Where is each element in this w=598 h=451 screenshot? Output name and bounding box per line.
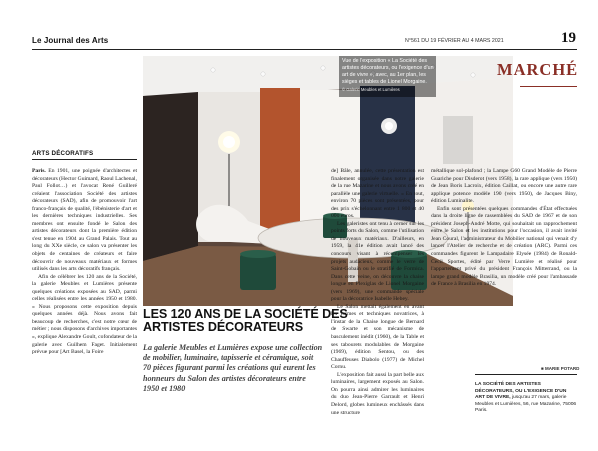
photo-credit: © Galerie Meubles et Lumières [342, 87, 400, 92]
article-headline: LES 120 ANS DE LA SOCIÉTÉ DES ARTISTES DÉCORATEURS [143, 307, 348, 335]
paragraph [431, 206, 577, 289]
caption-text: Vue de l'exposition « La Société des artistes décorateurs, ou l'exigence d'un art de vivre », avec, au 1er plan, les sièges et tables de Lionel Morgaine. [342, 58, 434, 85]
info-box-rule [475, 374, 577, 375]
author-signature: ■ MARIE POTARD [541, 366, 580, 371]
rubric-rule [32, 159, 137, 160]
paragraph-text: de] Bâle, annulée, cette présentation est finalement organisée dans notre galerie de la rue Mazarine et nous avons créé en parallèle une galerie virtuelle. » En tout, environ 70 pièces sont présentées, pour des prix s'échelonnant entre 1 800 et 40 000 euros. [331, 168, 424, 220]
info-box-details: jusqu'au 27 mars, galerie Meubles et Lumières, 56, rue Mazarine, 75006 Paris. [475, 395, 577, 414]
paragraph-text: métallique sol-plafond ; la Lampe G60 Grand Modèle de Pierre Guariche pour Disderot (vers 1958), la rare applique (vers 1950) de Jean Boris Lacroix, édition Caillat, ou encore une autre rare applique potence modèle 190 (vers 1950), de Jacques Biny, édition Luminalite. [431, 168, 577, 205]
paragraph-text: En 1901, une poignée d'architectes et décorateurs (Hector Guimard, Raoul Lachenal, Paul Follot…) et l'avocat René Guilleré créaient l'association Société des artistes décorateurs (SAD), afin de promouvoir l'art franco-français de qualité, l'ébénisterie d'art et les dernières techniques industrielles. Ses membres ont ensuite fondé le Salon des artistes décorateurs dont la première édition s'est tenue en 1904 au Grand Palais. Tout au long du XXe siècle, ce salon va présenter les objets de centaines de créateurs et faire découvrir de nouveaux matériaux et formes utilisés dans les arts décoratifs français. [32, 168, 137, 273]
paragraph-text: Les galeristes ont tenu à cerner sur les points forts du Salon, comme l'utilisation de nouveaux matériaux. D'ailleurs, en 1959, la 41e édition avait lancé des concours visant à récompenser les projets audacieux, comme le verre de Saint-Gobain ou le stratifié de Formica. Dans cette veine, on découvre la chaise longue en Plexiglas de Lionel Morgaine (vers 1969), une commande spéciale pour la décoratrice Isabelle Hebey. [331, 220, 424, 303]
rubric-label: ARTS DÉCORATIFS [32, 150, 94, 157]
header-rule [32, 49, 577, 50]
paragraph [331, 221, 424, 304]
paragraph [32, 168, 137, 274]
issue-date: N°561 DU 19 FÉVRIER AU 4 MARS 2021 [405, 38, 504, 44]
article-standfirst: La galerie Meubles et Lumières expose une collection de mobilier, luminaire, tapisserie et céramique, soit 70 pièces figurant parmi les créations qui eurent les honneurs du Salon des artistes décorateurs entre 1950 et 1980 [143, 343, 323, 393]
paragraph [32, 274, 137, 357]
paragraph [331, 168, 424, 221]
article-column-3 [431, 168, 577, 289]
page-number: 19 [561, 30, 576, 46]
photo-caption [339, 56, 436, 97]
info-box-title: LA SOCIÉTÉ DES ARTISTES DÉCORATEURS, OU L'EXIGENCE D'UN ART DE VIVRE, [475, 382, 567, 401]
section-title: MARCHÉ [497, 60, 579, 79]
dateline: Paris. [32, 168, 46, 174]
paragraph-text: L'exposition fait aussi la part belle aux luminaires, largement exposés au Salon. On pourra ainsi admirer les luminaires du duo Jean-Pierre Garrault et Henri Delord, globes lumineux enchâssés dans une structure [331, 371, 424, 416]
publication-name: Le Journal des Arts [32, 36, 109, 45]
article-column-2 [331, 168, 424, 417]
article-column-1 [32, 168, 137, 357]
info-box [475, 382, 577, 415]
section-rule [520, 86, 577, 87]
paragraph [431, 168, 577, 206]
paragraph [331, 372, 424, 417]
paragraph-text: Le Salon mettait également en avant les formes et techniques novatrices, à l'instar de la Chaise longue de Bernard de Swarte et son mécanisme de basculement inédit (1960), de la Table et ses tabourets modulables de Morgaine (1969), édition Sentou, ou des Chauffeuses Diabolo (1977) de Michel Cornu. [331, 303, 424, 371]
paragraph-text: Enfin sont présentées quelques commandes d'État effectuées dans la droite ligne de rassemblées du SAD de 1967 et de son président Joseph-André Motte, qui souhaitait un rapprochement entre le Salon et les institutions pour l'occasion, il avait invité Jean Coural, l'administrateur du Mobilier national qui venait d'y lancer l'Atelier de recherche et de création (ARC). Parmi ces commandes figurent le Lampadaire Elysée (1984) de Ronald-Cecil Sportes, édité par Verre Lumière et réalisé pour l'appartement privé du président François Mitterrand, ou la lampe grand modèle Brasilia, un modèle créé pour l'ambassade de France à Brasilia en 1974. [431, 205, 577, 288]
paragraph-text: Afin de célébrer les 120 ans de la Société, la galerie Meubles et Lumières présente quelques créations exposées au SAD, parmi celles réalisées entre les années 1950 et 1980. « Nous proposons cette exposition depuis quelques années déjà. Nous avons fait beaucoup de recherches, c'est notre cœur de métier ; nous disposons d'archives importantes », explique Alexandre Goult, cofondateur de la galerie avec Guilhem Faget. Initialement prévue pour [Art Basel, la Foire [32, 273, 138, 356]
